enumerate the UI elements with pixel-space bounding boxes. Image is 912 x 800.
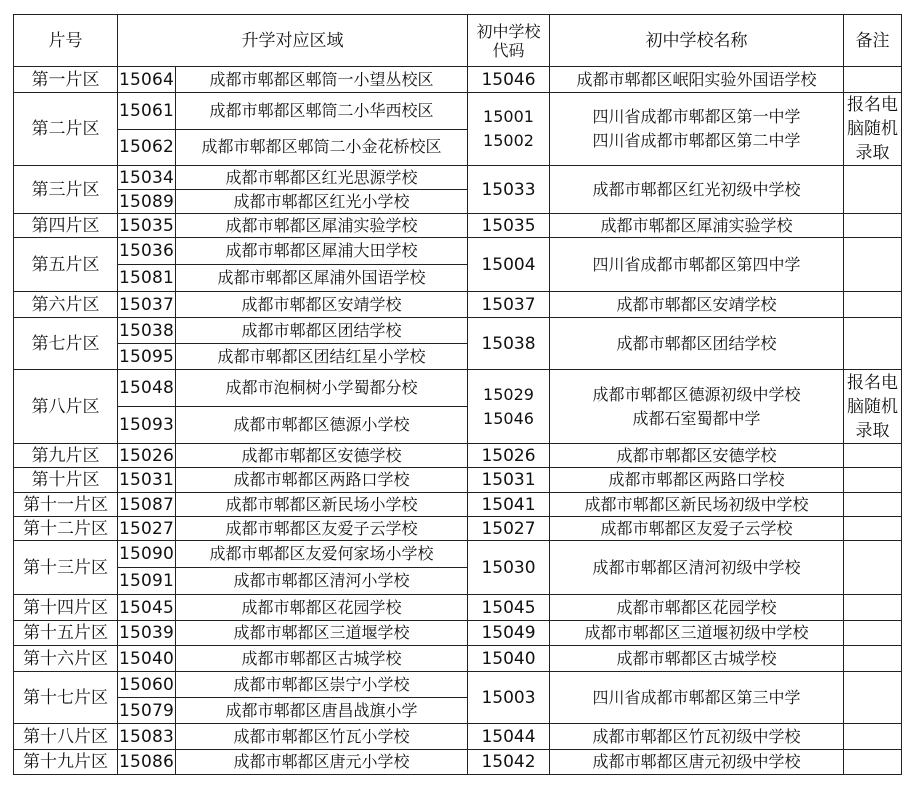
primary-code: 15081 [118,265,176,292]
primary-name: 成都市郫都区红光小学校 [176,190,468,214]
primary-code: 15095 [118,344,176,370]
primary-code: 15036 [118,238,176,265]
table-row [14,93,902,130]
primary-code: 15040 [118,646,176,672]
remark-line: 脑随机 [847,396,898,417]
primary-name: 成都市郫都区郫筒一小望丛校区 [176,67,468,93]
table-row [14,724,902,750]
middle-name: 成都市郫都区犀浦实验学校 [550,214,844,238]
header-remark: 备注 [844,15,902,67]
middle-code: 15030 [468,541,550,595]
remark-cell [844,595,902,621]
remark-cell [844,646,902,672]
remark-line: 录取 [855,143,890,163]
zone-label: 第一片区 [14,67,118,93]
table-row [14,541,902,568]
remark-cell [844,541,902,595]
middle-name: 成都市郫都区安德学校 [550,444,844,468]
middle-code: 15045 [468,595,550,621]
remark-cell [844,318,902,370]
table-row [14,444,902,468]
middle-name-line: 四川省成都市郫都区第二中学 [592,131,801,150]
header-row [14,15,902,67]
middle-name-line: 成都石室蜀都中学 [632,408,761,428]
middle-name: 成都市郫都区友爱子云学校 [550,517,844,541]
middle-code-line: 15046 [483,408,534,428]
middle-name: 成都市郫都区岷阳实验外国语学校 [550,67,844,93]
table-row [14,493,902,517]
table-row [14,672,902,698]
middle-code: 15027 [468,517,550,541]
zone-label: 第二片区 [14,93,118,166]
primary-name: 成都市郫都区两路口学校 [176,468,468,493]
remark-cell [844,750,902,775]
middle-code: 15049 [468,621,550,646]
middle-code: 15040 [468,646,550,672]
primary-code: 15061 [118,93,176,130]
middle-code: 15041 [468,493,550,517]
primary-name: 成都市郫都区花园学校 [176,595,468,621]
middle-name: 成都市郫都区团结学校 [550,318,844,370]
remark-cell [844,292,902,318]
zone-label: 第十八片区 [14,724,118,750]
remark-line: 报名电 [847,95,898,115]
primary-code: 15034 [118,167,175,188]
middle-name: 成都市郫都区花园学校 [550,595,844,621]
primary-code: 15037 [118,292,176,318]
table-row [14,595,902,621]
zone-label: 第十九片区 [14,750,118,775]
middle-code-line: 15029 [483,384,534,404]
middle-name: 四川省成都市郫都区第四中学 [550,238,844,292]
primary-code: 15086 [118,750,176,775]
primary-name: 成都市郫都区友爱何家场小学校 [176,541,468,568]
zone-label: 第五片区 [14,238,118,292]
middle-name-line: 成都市郫都区德源初级中学校 [592,384,801,404]
zone-label: 第三片区 [14,166,118,214]
table-row [14,292,902,318]
primary-name: 成都市郫都区团结学校 [176,318,468,344]
primary-name: 成都市郫都区犀浦外国语学校 [176,265,468,292]
middle-code: 15031 [468,468,550,493]
primary-name: 成都市郫都区安德学校 [176,444,468,468]
primary-name: 成都市郫都区安靖学校 [176,292,468,318]
remark-line: 报名电 [847,372,898,393]
zone-label: 第十五片区 [14,621,118,646]
remark-cell [844,517,902,541]
primary-name: 成都市郫都区唐元小学校 [176,750,468,775]
remark-cell [844,468,902,493]
middle-name [550,370,844,444]
zone-label: 第六片区 [14,292,118,318]
table-row [14,750,902,775]
zone-label: 第九片区 [14,444,118,468]
table-row [14,370,902,407]
table-row [14,517,902,541]
primary-code: 15091 [118,568,176,595]
primary-code: 15093 [118,407,176,444]
primary-code: 15031 [118,468,176,493]
middle-name: 成都市郫都区唐元初级中学校 [550,750,844,775]
zone-label: 第十二片区 [14,517,118,541]
primary-name: 成都市郫都区友爱子云学校 [176,517,468,541]
remark-cell [844,621,902,646]
table-row [14,646,902,672]
middle-name: 成都市郫都区新民场初级中学校 [550,493,844,517]
primary-code: 15064 [118,67,176,93]
primary-name: 成都市郫都区团结红星小学校 [176,344,468,370]
primary-code: 15087 [118,494,175,515]
primary-code: 15079 [118,698,176,724]
primary-name: 成都市郫都区郫筒二小金花桥校区 [176,129,468,166]
header-middle-name: 初中学校名称 [550,15,844,67]
header-zone: 片号 [14,15,118,67]
middle-code: 15042 [468,750,550,775]
primary-code: 15038 [118,318,176,344]
middle-name-line: 四川省成都市郫都区第一中学 [592,107,801,126]
middle-code: 15004 [468,238,550,292]
primary-code: 15048 [118,370,176,407]
remark-cell [844,672,902,724]
zone-label: 第十四片区 [14,595,118,621]
table-row [14,238,902,265]
remark-cell [844,67,902,93]
primary-name: 成都市郫都区德源小学校 [176,407,468,444]
middle-code: 15038 [468,318,550,370]
remark-cell [844,493,902,517]
zone-label: 第十三片区 [14,541,118,595]
primary-code: 15060 [118,672,176,698]
primary-code: 15027 [118,518,175,539]
middle-name: 成都市郫都区红光初级中学校 [550,166,844,214]
middle-code [468,93,550,166]
primary-name: 成都市郫都区崇宁小学校 [176,672,468,698]
remark-cell [844,724,902,750]
primary-name: 成都市郫都区清河小学校 [176,568,468,595]
remark-cell [844,238,902,292]
primary-code: 15035 [118,215,175,236]
remark-line: 脑随机 [847,119,898,139]
middle-code: 15037 [468,292,550,318]
middle-name: 成都市郫都区安靖学校 [550,292,844,318]
zone-label: 第四片区 [14,214,118,238]
zone-label: 第十七片区 [14,672,118,724]
middle-code: 15035 [468,214,550,238]
primary-code: 15090 [118,541,176,568]
header-primary-area: 升学对应区域 [118,15,468,67]
header-middle-code [468,15,550,67]
primary-name: 成都市郫都区郫筒二小华西校区 [176,93,468,130]
primary-code: 15089 [118,191,175,212]
middle-name: 成都市郫都区两路口学校 [550,468,844,493]
middle-name: 四川省成都市郫都区第三中学 [550,672,844,724]
zoning-table [13,14,902,775]
primary-name: 成都市泡桐树小学蜀都分校 [176,370,468,407]
primary-name: 成都市郫都区古城学校 [176,646,468,672]
primary-code: 15045 [118,595,176,621]
remark-cell [844,214,902,238]
remark-cell [844,370,902,444]
header-middle-code-line1: 初中学校 [476,21,541,41]
remark-cell [844,444,902,468]
middle-code: 15033 [468,166,550,214]
zone-label: 第十一片区 [14,493,118,517]
table-row [14,318,902,344]
zone-label: 第十六片区 [14,646,118,672]
middle-name: 成都市郫都区竹瓦初级中学校 [550,724,844,750]
middle-code: 15003 [468,672,550,724]
middle-name [550,93,844,166]
middle-name: 成都市郫都区三道堰初级中学校 [550,621,844,646]
primary-code: 15083 [118,724,176,750]
primary-name: 成都市郫都区犀浦大田学校 [176,238,468,265]
middle-code-line: 15001 [483,107,534,126]
table-row [14,67,902,93]
remark-cell [844,93,902,166]
primary-name: 成都市郫都区红光思源学校 [176,166,468,190]
table-row [14,468,902,493]
primary-code: 15062 [118,129,176,166]
middle-name: 成都市郫都区清河初级中学校 [550,541,844,595]
zone-label: 第十片区 [14,468,118,493]
primary-code: 15026 [118,445,175,466]
table-row [14,166,902,190]
primary-code: 15039 [118,621,176,646]
middle-name: 成都市郫都区古城学校 [550,646,844,672]
zone-label: 第八片区 [14,370,118,444]
remark-cell [844,166,902,214]
primary-name: 成都市郫都区犀浦实验学校 [176,214,468,238]
table-row [14,621,902,646]
middle-code [468,370,550,444]
header-middle-code-line2: 代码 [492,40,525,60]
table-row [14,214,902,238]
primary-name: 成都市郫都区竹瓦小学校 [176,724,468,750]
primary-name: 成都市郫都区三道堰学校 [176,621,468,646]
primary-name: 成都市郫都区新民场小学校 [176,493,468,517]
middle-code: 15026 [468,444,550,468]
zone-label: 第七片区 [14,318,118,370]
primary-name: 成都市郫都区唐昌战旗小学 [176,698,468,724]
middle-code: 15044 [468,724,550,750]
middle-code: 15046 [468,67,550,93]
remark-line: 录取 [855,420,890,441]
middle-code-line: 15002 [483,131,534,150]
